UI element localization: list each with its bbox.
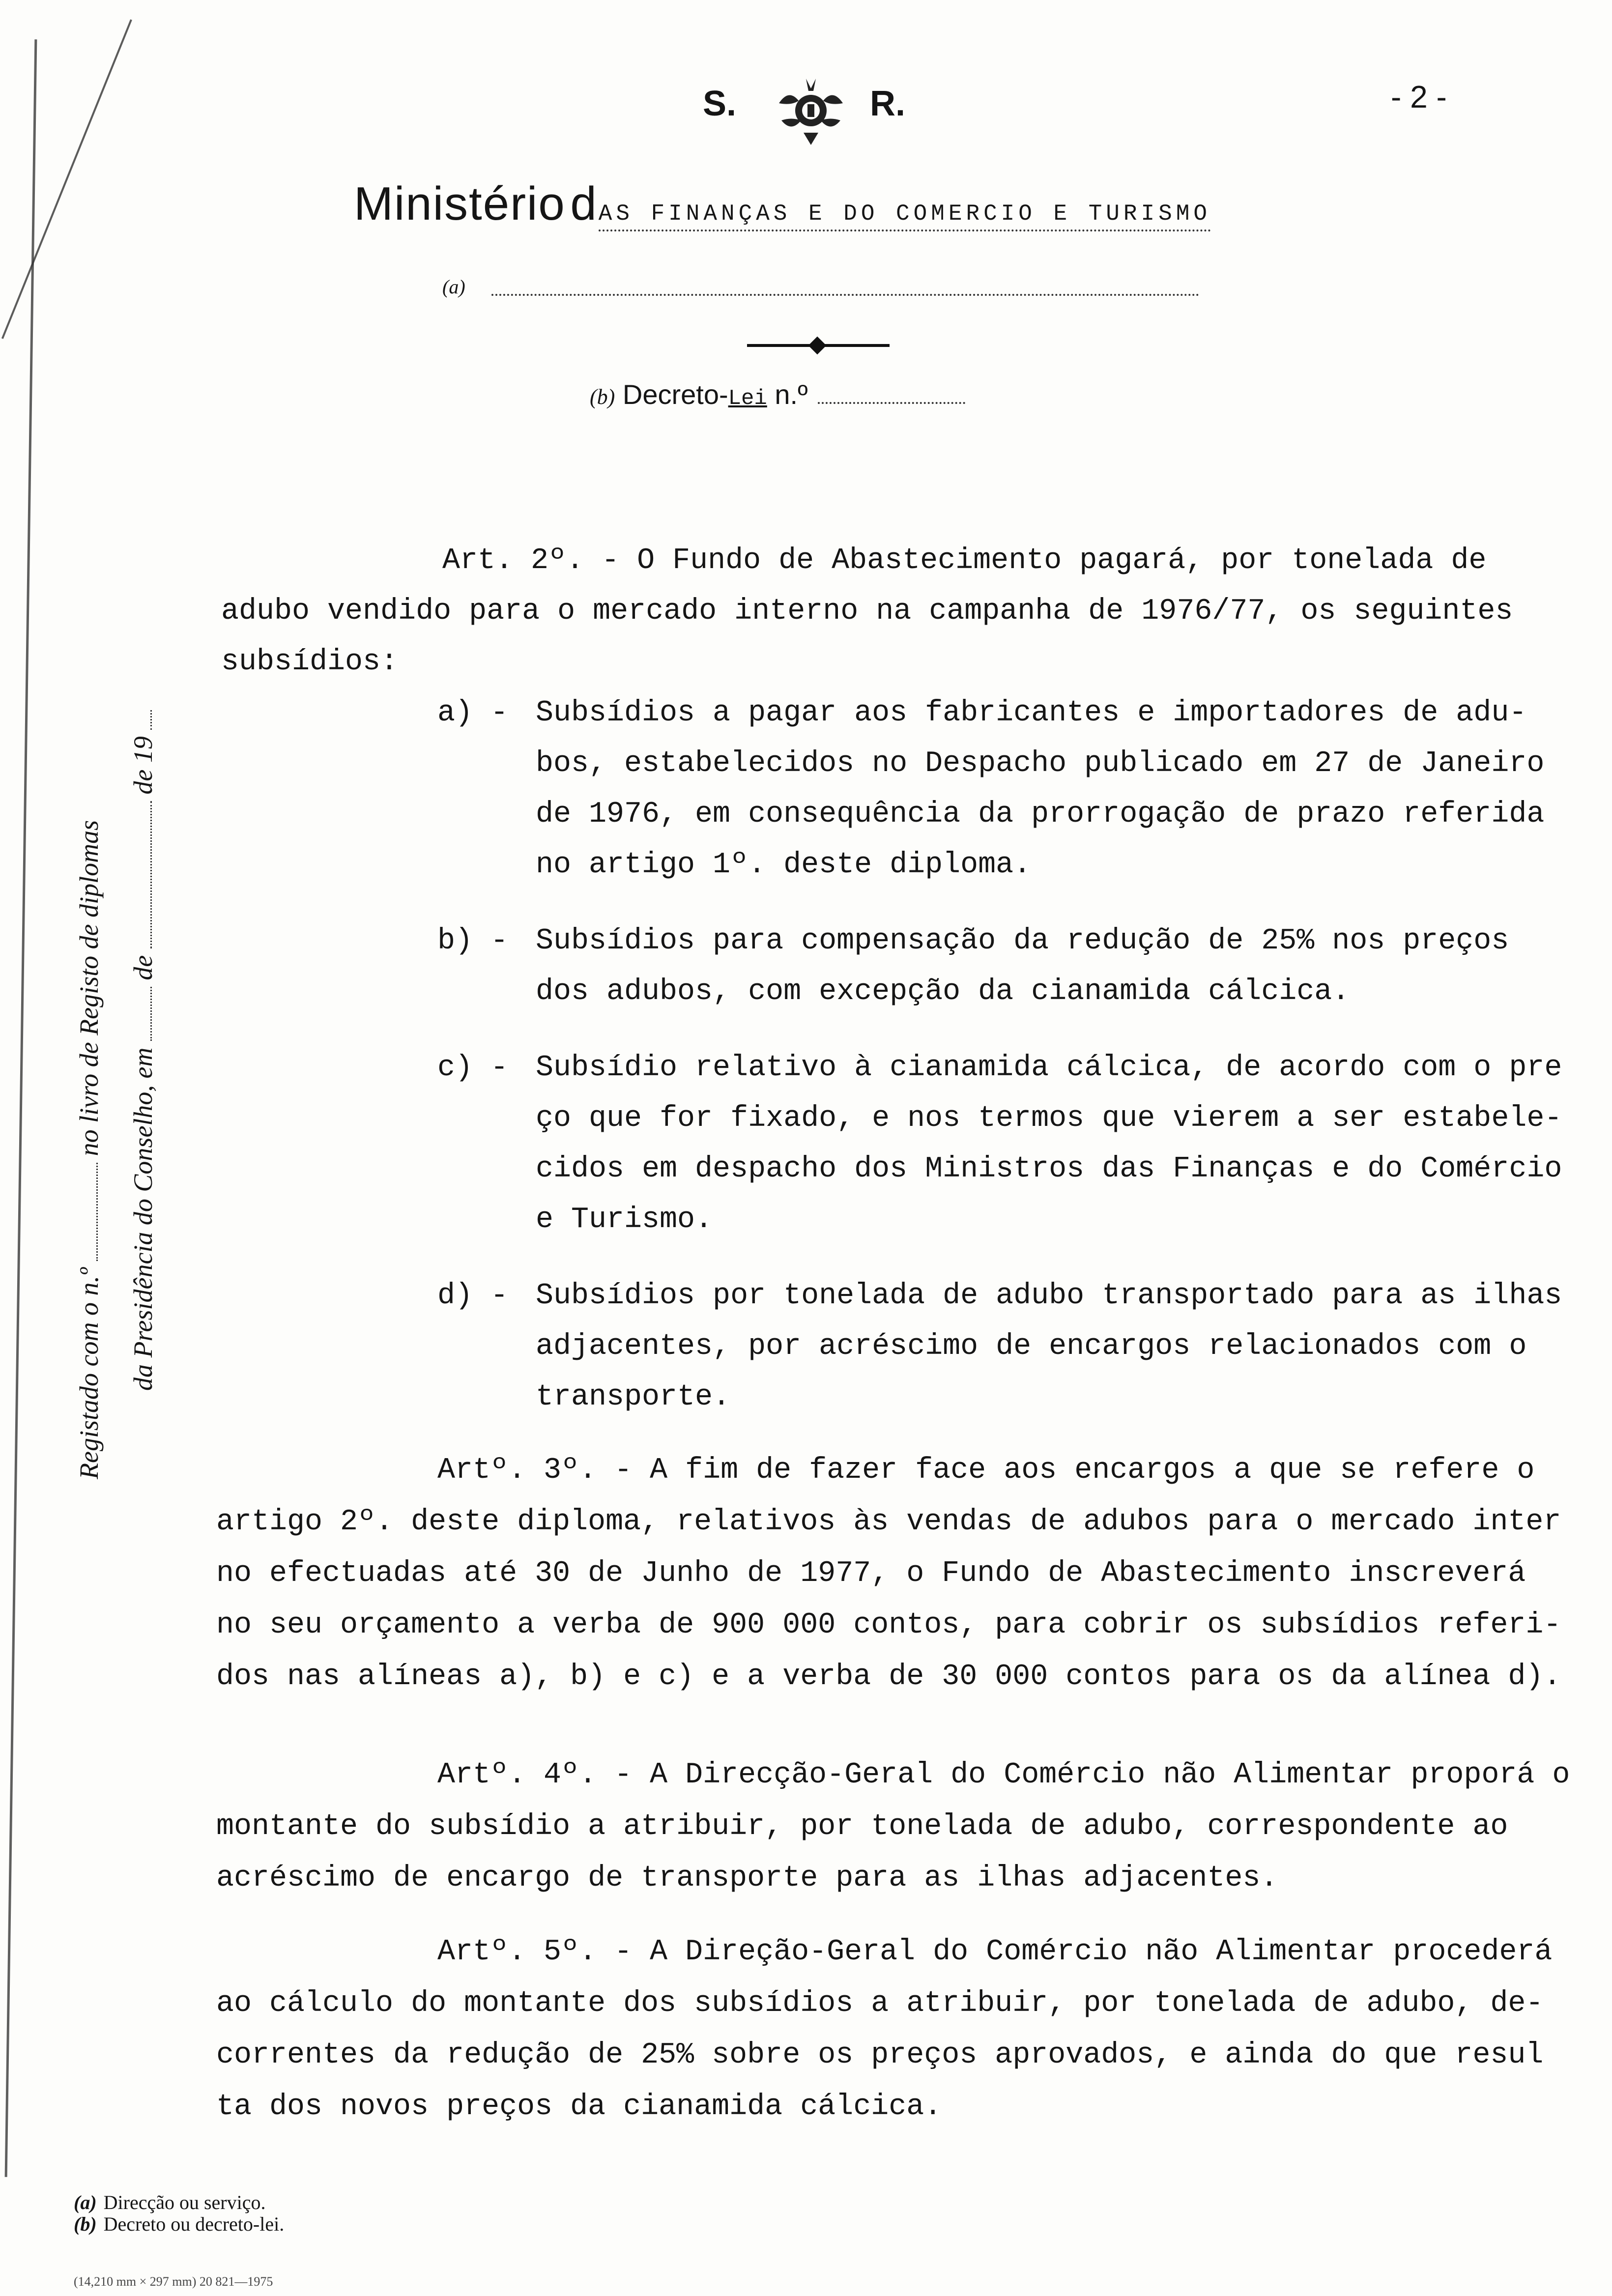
article-5-line: ta dos novos preços da cianamida cálcica.: [216, 2090, 942, 2124]
footnote-a: [74, 2192, 284, 2213]
item-key: c) -: [437, 1051, 509, 1085]
article-2-items: [437, 688, 1607, 1448]
item-line: de 1976, em consequência da prorrogação de prazo referida: [536, 798, 1545, 831]
article-2-item-d: [437, 1271, 1607, 1423]
registration-number-blank: [96, 1163, 98, 1261]
article-3: [216, 1445, 1602, 1703]
registration-year-label: de 19: [128, 736, 158, 795]
print-imprint: (14,210 mm × 297 mm) 20 821—1975: [74, 2274, 273, 2289]
registration-council-label: da Presidência do Conselho, em: [128, 1047, 158, 1391]
article-2-line: subsídios:: [221, 645, 399, 679]
item-line: cidos em despacho dos Ministros das Finanças e do Comércio: [536, 1152, 1562, 1186]
decree-b-label: (b): [590, 385, 615, 409]
footnote-b-key: (b): [74, 2213, 97, 2235]
decree-number-label: n.º: [775, 379, 808, 410]
item-line: no artigo 1º. deste diploma.: [536, 848, 1032, 882]
article-3-line: dos nas alíneas a), b) e c) e a verba de 30 000 contos para os da alínea d).: [216, 1660, 1561, 1693]
footnote-a-text: Direcção ou serviço.: [103, 2191, 266, 2213]
article-3-line: Artº. 3º. - A fim de fazer face aos encargos a que se refere o: [437, 1454, 1535, 1487]
footnotes: [74, 2192, 284, 2235]
item-line: ço que for fixado, e nos termos que vierem a ser estabele-: [536, 1102, 1562, 1135]
item-line: Subsídios para compensação da redução de 25% nos preços: [536, 924, 1509, 958]
article-2: [221, 536, 1597, 688]
article-5-line: correntes da redução de 25% sobre os preços aprovados, e ainda do que resul: [216, 2038, 1544, 2072]
service-line-label: (a): [442, 276, 465, 298]
decree-lei: Lei: [728, 386, 767, 411]
coat-of-arms-icon: [769, 74, 853, 147]
article-5-line: Artº. 5º. - A Direção-Geral do Comércio não Alimentar procederá: [437, 1935, 1553, 1969]
registration-line-2: [128, 710, 158, 1391]
item-line: adjacentes, por acréscimo de encargos relacionados com o: [536, 1330, 1527, 1363]
registration-number-label: Registado com o n.º: [74, 1267, 104, 1479]
header-s: S.: [703, 84, 737, 123]
footnote-b-text: Decreto ou decreto-lei.: [103, 2213, 285, 2235]
registration-month-blank: [150, 801, 152, 948]
registration-year-blank: [150, 710, 152, 730]
article-2-item-a: [437, 688, 1607, 890]
article-3-line: no seu orçamento a verba de 900 000 contos, para cobrir os subsídios referi-: [216, 1608, 1561, 1642]
margin-pen-stroke: [1, 19, 132, 339]
item-line: e Turismo.: [536, 1203, 713, 1236]
item-line: transporte.: [536, 1380, 731, 1414]
item-line: Subsídios a pagar aos fabricantes e importadores de adu-: [536, 696, 1527, 730]
article-3-line: artigo 2º. deste diploma, relativos às vendas de adubos para o mercado inter: [216, 1505, 1561, 1539]
registration-day-blank: [150, 987, 152, 1041]
item-line: Subsídios por tonelada de adubo transportado para as ilhas: [536, 1279, 1562, 1313]
page-number: - 2 -: [1391, 79, 1447, 115]
item-line: Subsídio relativo à cianamida cálcica, de acordo com o pre: [536, 1051, 1562, 1085]
article-2-item-c: [437, 1043, 1607, 1245]
decree-heading: [590, 378, 965, 411]
service-line: [442, 275, 1199, 305]
registration-line-1: [74, 820, 104, 1479]
binding-margin-line: [5, 39, 37, 2177]
republic-header: [703, 79, 978, 138]
decree-label: Decreto-: [622, 379, 728, 410]
item-line: dos adubos, com excepção da cianamida cálcica.: [536, 975, 1350, 1008]
article-3-line: no efectuadas até 30 de Junho de 1977, o Fundo de Abastecimento inscreverá: [216, 1557, 1526, 1590]
header-r: R.: [870, 84, 905, 123]
item-key: a) -: [437, 696, 509, 730]
article-2-line: Art. 2º. - O Fundo de Abastecimento pagará, por tonelada de: [442, 544, 1487, 577]
service-dotted-line: [491, 294, 1199, 296]
footnote-a-key: (a): [74, 2191, 97, 2213]
article-5-line: ao cálculo do montante dos subsídios a atribuir, por tonelada de adubo, de-: [216, 1987, 1544, 2020]
article-4: [216, 1750, 1602, 1904]
registration-book-label: no livro de Registo de diplomas: [74, 820, 104, 1156]
separator-diamond-icon: [808, 337, 827, 355]
ministry-word: Ministério: [354, 177, 566, 230]
article-4-line: acréscimo de encargo de transporte para as ilhas adjacentes.: [216, 1862, 1278, 1895]
item-line: bos, estabelecidos no Despacho publicado em 27 de Janeiro: [536, 747, 1545, 780]
item-key: d) -: [437, 1279, 509, 1313]
item-key: b) -: [437, 924, 509, 958]
article-5: [216, 1926, 1602, 2133]
ministry-name: AS FINANÇAS E DO COMERCIO E TURISMO: [599, 201, 1211, 231]
ministry-heading: [354, 177, 1211, 231]
decree-number-blank: [818, 402, 965, 404]
registration-de-label: de: [128, 955, 158, 980]
article-2-line: adubo vendido para o mercado interno na campanha de 1976/77, os seguintes: [221, 595, 1513, 628]
footnote-b: [74, 2213, 284, 2235]
article-4-line: Artº. 4º. - A Direcção-Geral do Comércio não Alimentar proporá o: [437, 1758, 1570, 1792]
article-4-line: montante do subsídio a atribuir, por tonelada de adubo, correspondente ao: [216, 1810, 1508, 1843]
article-2-item-b: [437, 916, 1607, 1017]
ministry-de: d: [570, 177, 597, 230]
